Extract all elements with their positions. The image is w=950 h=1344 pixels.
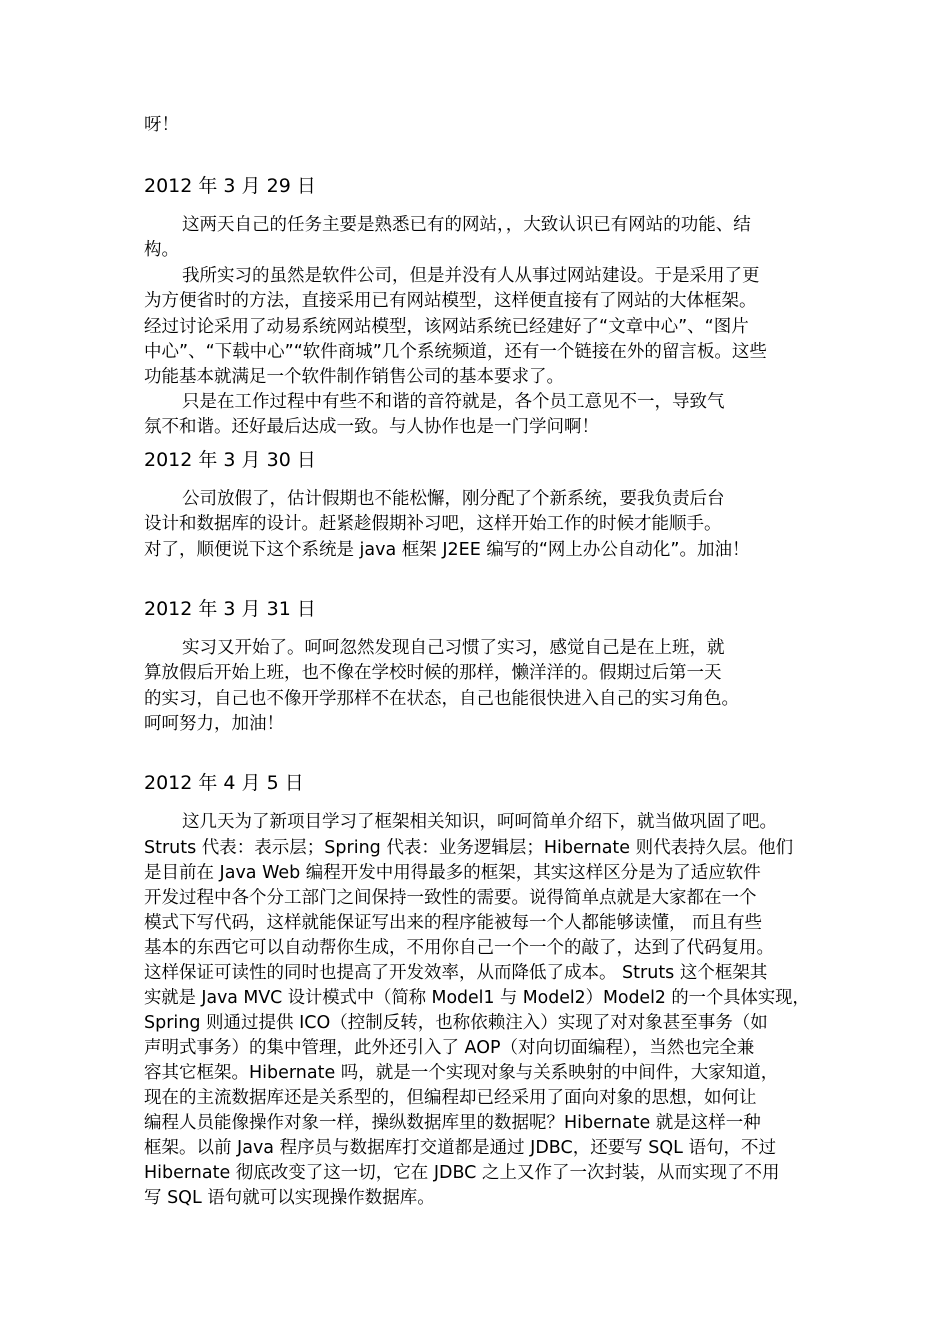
paragraph-line: 公司放假了，估计假期也不能松懈，刚分配了个新系统，要我负责后台 — [182, 489, 725, 509]
paragraph-line: 的实习，自己也不像开学那样不在状态，自己也能很快进入自己的实习角色。 — [144, 689, 739, 709]
paragraph-line: 算放假后开始上班，也不像在学校时候的那样，懒洋洋的。假期过后第一天 — [144, 663, 722, 683]
paragraph-line: Struts 代表：表示层；Spring 代表：业务逻辑层；Hibernate 则代表持久层。他们 — [144, 838, 794, 858]
paragraph-line: 实习又开始了。呵呵忽然发现自己习惯了实习，感觉自己是在上班，就 — [182, 638, 725, 658]
paragraph-line: 只是在工作过程中有些不和谐的音符就是，各个员工意见不一，导致气 — [182, 392, 725, 412]
paragraph-line: 我所实习的虽然是软件公司，但是并没有人从事过网站建设。于是采用了更 — [182, 266, 760, 286]
paragraph-line: 呵呵努力，加油！ — [144, 714, 284, 734]
paragraph-line: 中心”、“下载中心”“软件商城”几个系统频道，还有一个链接在外的留言板。这些 — [144, 342, 767, 362]
paragraph-line: 构。 — [144, 240, 179, 260]
paragraph-line: 对了，顺便说下这个系统是 java 框架 J2EE 编写的“网上办公自动化”。加油！ — [144, 540, 750, 560]
paragraph-line: 功能基本就满足一个软件制作销售公司的基本要求了。 — [144, 367, 564, 387]
paragraph-line: 实就是 Java MVC 设计模式中（简称 Model1 与 Model2）Model2 的一个具体实现， — [144, 988, 810, 1008]
paragraph-line: 框架。以前 Java 程序员与数据库打交道都是通过 JDBC，还要写 SQL 语句，不过 — [144, 1138, 776, 1158]
paragraph-line: 写 SQL 语句就可以实现操作数据库。 — [144, 1188, 435, 1208]
paragraph-line: 氛不和谐。还好最后达成一致。与人协作也是一门学问啊！ — [144, 417, 599, 437]
paragraph-line: 模式下写代码，这样就能保证写出来的程序能被每一个人都能够读懂， 而且有些 — [144, 913, 763, 933]
paragraph-line: 开发过程中各个分工部门之间保持一致性的需要。说得简单点就是大家都在一个 — [144, 888, 757, 908]
paragraph-line: 现在的主流数据库还是关系型的，但编程却已经采用了面向对象的思想，如何让 — [144, 1088, 757, 1108]
paragraph-line: 这几天为了新项目学习了框架相关知识，呵呵简单介绍下，就当做巩固了吧。 — [182, 812, 777, 832]
paragraph-line: 声明式事务）的集中管理，此外还引入了 AOP（对向切面编程），当然也完全兼 — [144, 1038, 755, 1058]
paragraph-line: Hibernate 彻底改变了这一切，它在 JDBC 之上又作了一次封装，从而实现了不用 — [144, 1163, 780, 1183]
entry-date-heading: 2012 年 3 月 31 日 — [144, 598, 316, 620]
paragraph-line: 经过讨论采用了动易系统网站模型，该网站系统已经建好了“文章中心”、“图片 — [144, 317, 749, 337]
paragraph-line: 是目前在 Java Web 编程开发中用得最多的框架，其实这样区分是为了适应软件 — [144, 863, 761, 883]
paragraph-line: 设计和数据库的设计。赶紧趁假期补习吧，这样开始工作的时候才能顺手。 — [144, 514, 722, 534]
paragraph-line: 基本的东西它可以自动帮你生成，不用你自己一个一个的敲了，达到了代码复用。 — [144, 938, 774, 958]
paragraph-line: 容其它框架。Hibernate 吗，就是一个实现对象与关系映射的中间件，大家知道， — [144, 1063, 779, 1083]
paragraph-line: Spring 则通过提供 ICO（控制反转，也称依赖注入）实现了对对象甚至事务（如 — [144, 1013, 768, 1033]
paragraph-line: 这样保证可读性的同时也提高了开发效率，从而降低了成本。 Struts 这个框架其 — [144, 963, 768, 983]
intro-line: 呀！ — [144, 115, 179, 135]
paragraph-line: 这两天自己的任务主要是熟悉已有的网站，，大致认识已有网站的功能、结 — [182, 215, 751, 235]
paragraph-line: 为方便省时的方法，直接采用已有网站模型，这样便直接有了网站的大体框架。 — [144, 291, 757, 311]
entry-date-heading: 2012 年 4 月 5 日 — [144, 772, 304, 794]
paragraph-line: 编程人员能像操作对象一样，操纵数据库里的数据呢？Hibernate 就是这样一种 — [144, 1113, 761, 1133]
entry-date-heading: 2012 年 3 月 30 日 — [144, 449, 316, 471]
entry-date-heading: 2012 年 3 月 29 日 — [144, 175, 316, 197]
